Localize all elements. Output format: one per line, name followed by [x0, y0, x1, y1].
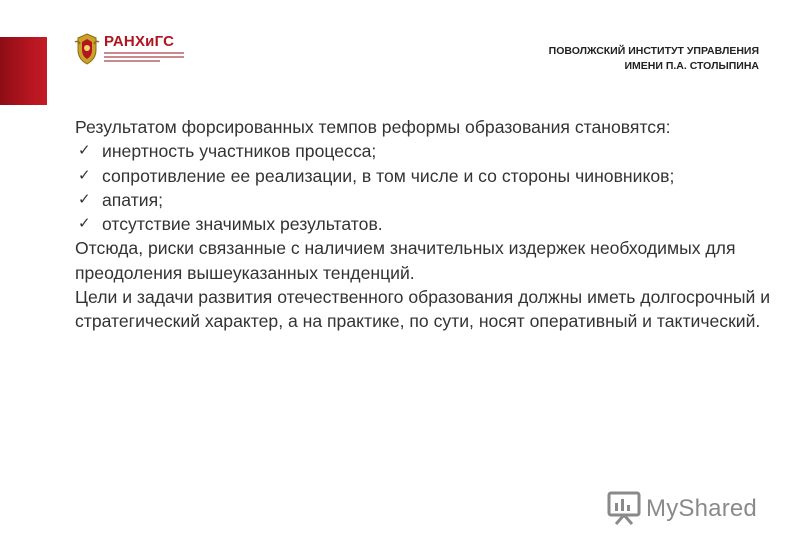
checkmark-icon: ✓: [78, 166, 91, 184]
slide-body: [75, 115, 775, 334]
paragraph-goals: Цели и задачи развития отечественного образования должны иметь долгосрочный и стратегический характер, а на практике, по сути, носят оперативный и тактический.: [75, 287, 771, 332]
presentation-board-icon: [606, 491, 642, 525]
decorative-red-bar: [0, 37, 47, 105]
intro-text: Результатом форсированных темпов реформы образования становятся:: [75, 117, 671, 137]
logo-subtitle-lines: [104, 52, 184, 64]
list-item: ✓ инертность участников процесса;: [75, 139, 775, 163]
checkmark-icon: ✓: [78, 215, 91, 233]
logo-wordmark: РАНХиГС: [104, 33, 175, 50]
institute-line-1: ПОВОЛЖСКИЙ ИНСТИТУТ УПРАВЛЕНИЯ: [548, 45, 759, 57]
ranepa-logo: [74, 32, 184, 68]
watermark-text: MyShared: [646, 495, 757, 522]
institute-name: [549, 44, 759, 73]
checkmark-icon: ✓: [78, 190, 91, 208]
checkmark-icon: ✓: [78, 142, 91, 160]
emblem-icon: [74, 32, 100, 66]
list-item: ✓ апатия;: [75, 188, 775, 212]
bullet-list: [75, 139, 775, 236]
list-item: ✓ отсутствие значимых результатов.: [75, 212, 775, 236]
list-item: ✓ сопротивление ее реализации, в том числе и со стороны чиновников;: [75, 164, 775, 188]
paragraph-risks: Отсюда, риски связанные с наличием значительных издержек необходимых для преодоления вышеуказанных тенденций.: [75, 238, 736, 283]
institute-line-2: ИМЕНИ П.А. СТОЛЫПИНА: [624, 59, 759, 72]
myshared-watermark: [606, 489, 776, 529]
